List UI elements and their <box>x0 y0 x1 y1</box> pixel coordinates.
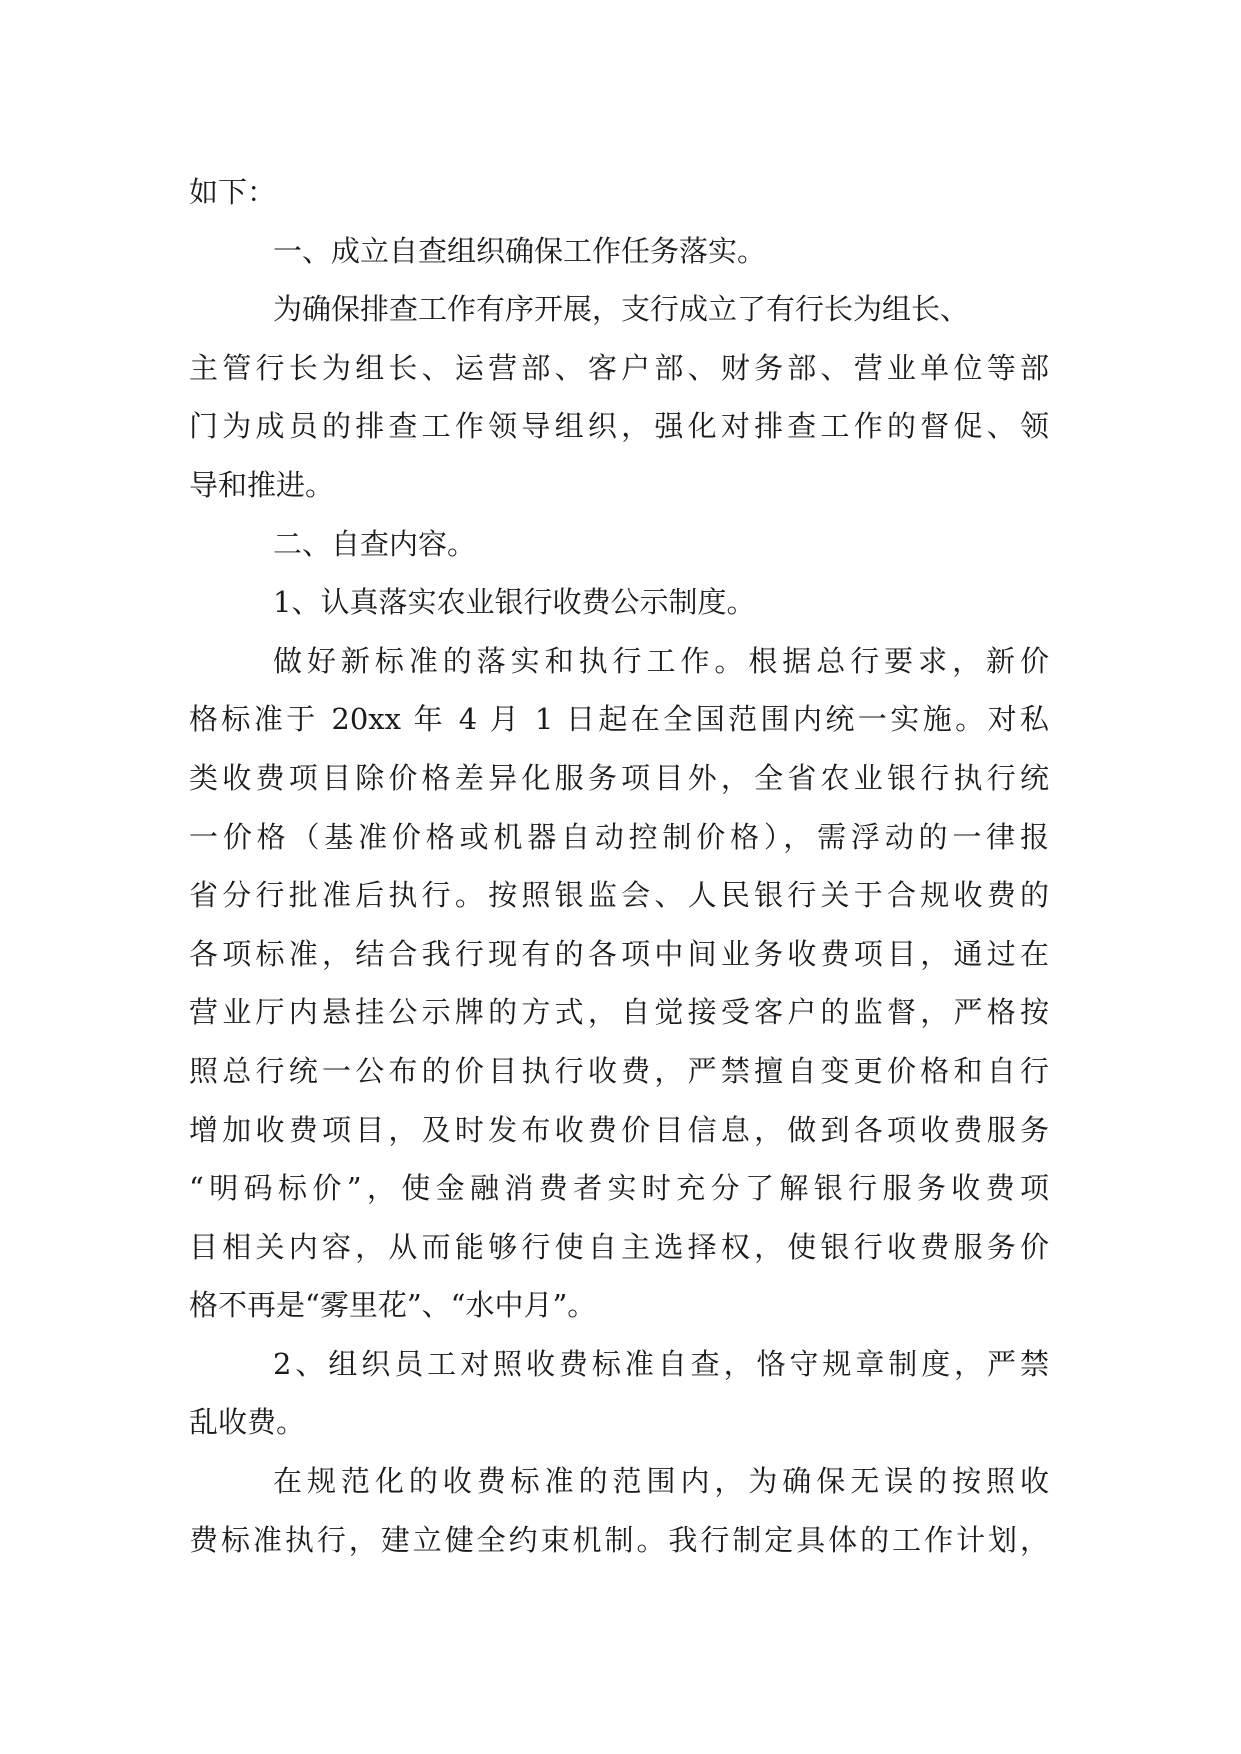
text-line: 主管行长为组长、运营部、客户部、财务部、营业单位等部 <box>189 350 1049 385</box>
text-line: 导和推进。 <box>189 467 335 502</box>
text-line: 营业厅内悬挂公示牌的方式，自觉接受客户的监督，严格按 <box>189 995 1049 1030</box>
text-line: 类收费项目除价格差异化服务项目外，全省农业银行执行统 <box>189 760 1049 795</box>
text-line: 增加收费项目，及时发布收费价目信息，做到各项收费服务 <box>189 1112 1049 1147</box>
text-line: 为确保排查工作有序开展，支行成立了有行长为组长、 <box>273 292 970 327</box>
text-line: 门为成员的排查工作领导组织，强化对排查工作的督促、领 <box>189 409 1049 444</box>
text-line: 照总行统一公布的价目执行收费，严禁擅自变更价格和自行 <box>189 1053 1049 1088</box>
text-line: 乱收费。 <box>189 1405 306 1440</box>
text-line: 做好新标准的落实和执行工作。根据总行要求，新价 <box>273 643 1049 678</box>
text-line: 格不再是“雾里花”、“水中月”。 <box>189 1288 597 1323</box>
section-heading: 一、成立自查组织确保工作任务落实。 <box>273 233 767 268</box>
subsection-heading: 2、组织员工对照收费标准自查，恪守规章制度，严禁 <box>273 1346 1049 1381</box>
text-line: “明码标价”，使金融消费者实时充分了解银行服务收费项 <box>189 1171 1049 1206</box>
text-line: 各项标准，结合我行现有的各项中间业务收费项目，通过在 <box>189 936 1049 971</box>
text-line: 目相关内容，从而能够行使自主选择权，使银行收费服务价 <box>189 1229 1049 1264</box>
text-line: 一价格（基准价格或机器自动控制价格），需浮动的一律报 <box>189 819 1049 854</box>
document-body <box>189 163 1049 1569</box>
text-line: 如下： <box>189 175 277 209</box>
text-line: 省分行批准后执行。按照银监会、人民银行关于合规收费的 <box>189 878 1049 913</box>
section-heading: 二、自查内容。 <box>273 526 477 561</box>
text-line: 在规范化的收费标准的范围内，为确保无误的按照收 <box>273 1464 1049 1499</box>
text-line: 格标准于 20xx 年 4 月 1 日起在全国范围内统一实施。对私 <box>189 702 1049 737</box>
subsection-heading: 1、认真落实农业银行收费公示制度。 <box>273 585 756 620</box>
text-line: 费标准执行，建立健全约束机制。我行制定具体的工作计划， <box>189 1522 1049 1557</box>
